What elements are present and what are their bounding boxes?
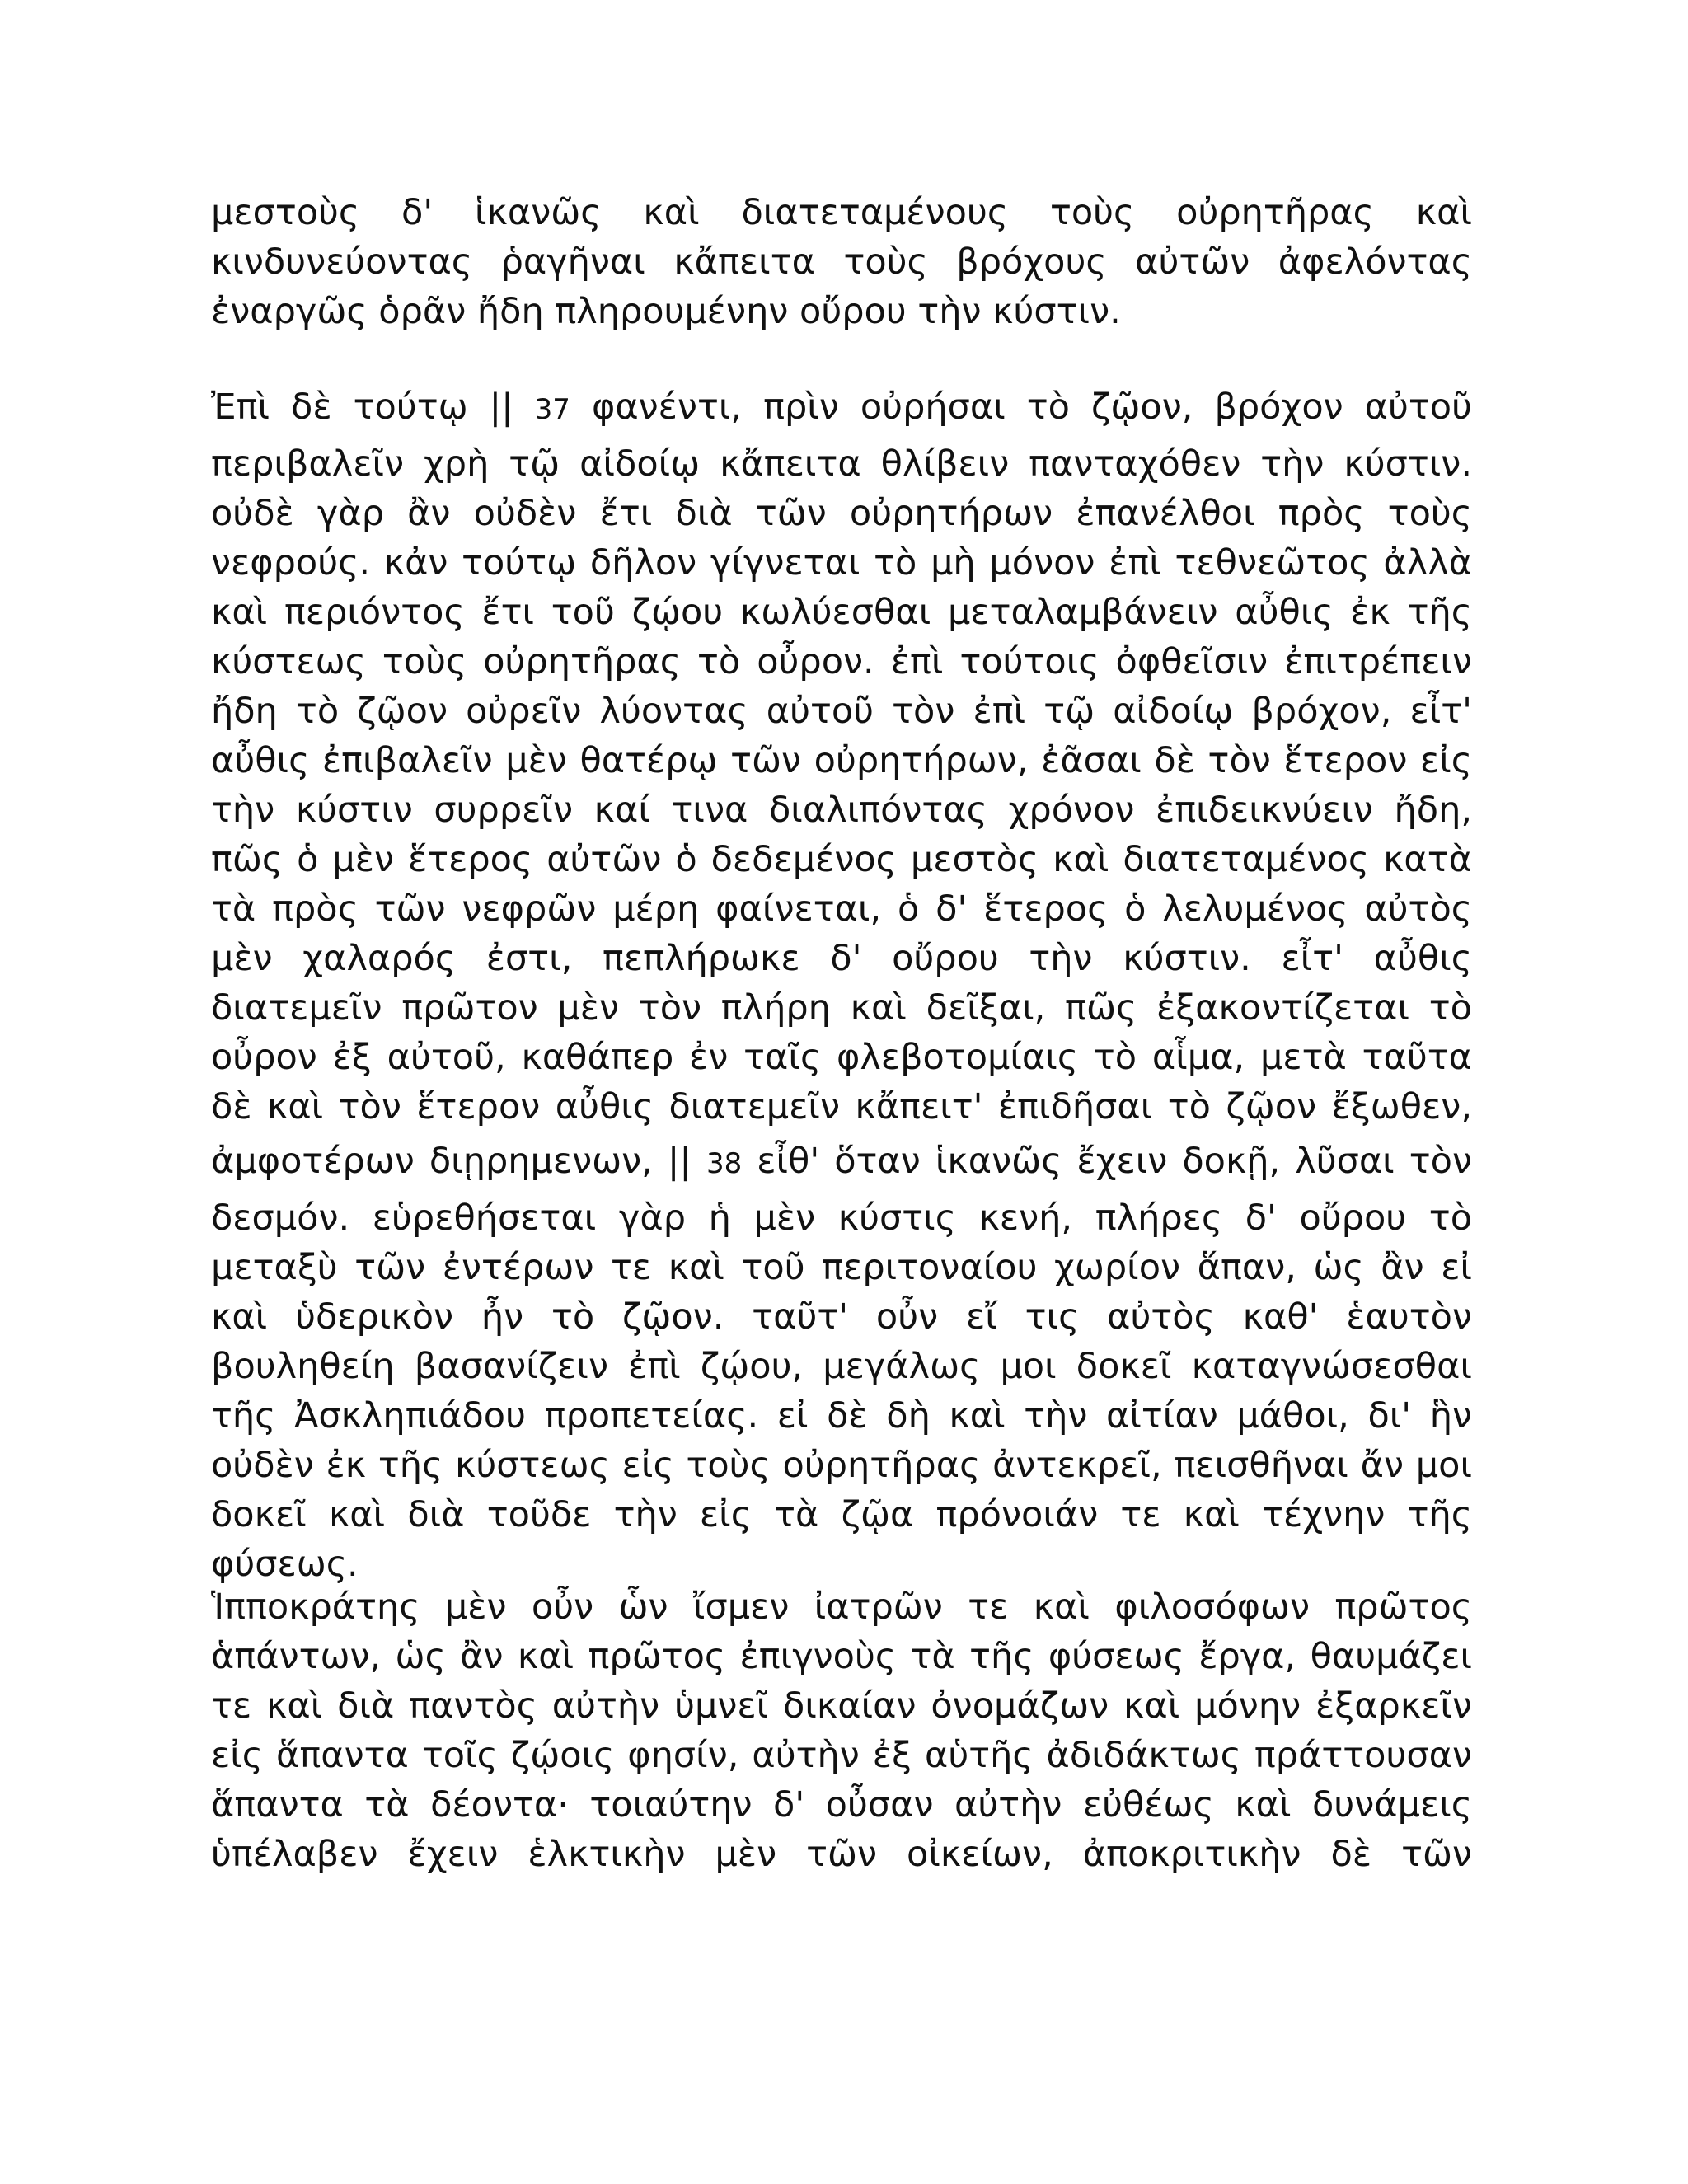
line-text: ἀμφοτέρων διῃρημενων, ||	[211, 1141, 706, 1182]
text-line: βουληθείη βασανίζειν ἐπὶ ζῴου, μεγάλως μοι δοκεῖ καταγνώσεσθαι	[211, 1346, 1472, 1387]
text-line: αὖθις ἐπιβαλεῖν μὲν θατέρῳ τῶν οὐρητήρων, ἐᾶσαι δὲ τὸν ἕτερον εἰς	[211, 740, 1472, 781]
text-line: δὲ καὶ τὸν ἕτερον αὖθις διατεμεῖν κἄπειτ' ἐπιδῆσαι τὸ ζῷον ἔξωθεν,	[211, 1086, 1472, 1127]
text-line: καὶ περιόντος ἔτι τοῦ ζῴου κωλύεσθαι μεταλαμβάνειν αὖθις ἐκ τῆς	[211, 592, 1472, 633]
text-line: οὐδὲ γὰρ ἂν οὐδὲν ἔτι διὰ τῶν οὐρητήρων ἐπανέλθοι πρὸς τοὺς	[211, 493, 1472, 534]
text-line: τὰ πρὸς τῶν νεφρῶν μέρη φαίνεται, ὁ δ' ἕτερος ὁ λελυμένος αὐτὸς	[211, 888, 1472, 930]
text-line: διατεμεῖν πρῶτον μὲν τὸν πλήρη καὶ δεῖξαι, πῶς ἐξακοντίζεται τὸ	[211, 987, 1472, 1029]
text-line-with-page-marker	[211, 1137, 1472, 1188]
text-line: οὐδὲν ἐκ τῆς κύστεως εἰς τοὺς οὐρητῆρας ἀντεκρεῖ, πεισθῆναι ἄν μοι	[211, 1445, 1472, 1486]
text-line: τε καὶ διὰ παντὸς αὐτὴν ὑμνεῖ δικαίαν ὀνομάζων καὶ μόνην ἐξαρκεῖν	[211, 1685, 1472, 1727]
text-line: μεταξὺ τῶν ἐντέρων τε καὶ τοῦ περιτοναίου χωρίον ἅπαν, ὡς ἂν εἰ	[211, 1247, 1472, 1288]
paragraph-2	[211, 377, 1472, 1589]
text-line: καὶ ὑδερικὸν ἦν τὸ ζῷον. ταῦτ' οὖν εἴ τις αὐτὸς καθ' ἑαυτὸν	[211, 1296, 1472, 1338]
line-text: εἶθ' ὅταν ἱκανῶς ἔχειν δοκῇ, λῦσαι τὸν	[742, 1141, 1472, 1182]
text-line: μὲν χαλαρός ἐστι, πεπλήρωκε δ' οὔρου τὴν κύστιν. εἶτ' αὖθις	[211, 938, 1472, 979]
line-text: Ἐπὶ δὲ τούτῳ ||	[211, 387, 535, 428]
text-line: κινδυνεύοντας ῥαγῆναι κἄπειτα τοὺς βρόχους αὐτῶν ἀφελόντας	[211, 241, 1472, 283]
text-line: ἤδη τὸ ζῷον οὐρεῖν λύοντας αὐτοῦ τὸν ἐπὶ τῷ αἰδοίῳ βρόχον, εἶτ'	[211, 691, 1472, 732]
text-line: ἐναργῶς ὁρᾶν ἤδη πληρουμένην οὔρου τὴν κύστιν.	[211, 291, 1121, 332]
text-line: τὴν κύστιν συρρεῖν καί τινα διαλιπόντας χρόνον ἐπιδεικνύειν ἤδη,	[211, 790, 1472, 831]
text-line: ἁπάντων, ὡς ἂν καὶ πρῶτος ἐπιγνοὺς τὰ τῆς φύσεως ἔργα, θαυμάζει	[211, 1636, 1472, 1677]
text-line: φύσεως.	[211, 1544, 359, 1585]
text-line: κύστεως τοὺς οὐρητῆρας τὸ οὖρον. ἐπὶ τούτοις ὀφθεῖσιν ἐπιτρέπειν	[211, 641, 1472, 682]
text-line: Ἱπποκράτης μὲν οὖν ὧν ἴσμεν ἰατρῶν τε καὶ φιλοσόφων πρῶτος	[211, 1586, 1472, 1628]
line-text: φανέντι, πρὶν οὐρήσαι τὸ ζῷον, βρόχον αὐτοῦ	[570, 387, 1472, 428]
text-line: μεστοὺς δ' ἱκανῶς καὶ διατεταμένους τοὺς οὐρητῆρας καὶ	[211, 192, 1472, 233]
text-line: εἰς ἅπαντα τοῖς ζῴοις φησίν, αὐτὴν ἐξ αὑτῆς ἀδιδάκτως πράττουσαν	[211, 1735, 1472, 1776]
paragraph-1	[211, 188, 1472, 336]
paragraph-3	[211, 1582, 1472, 1879]
text-line: περιβαλεῖν χρὴ τῷ αἰδοίῳ κἄπειτα θλίβειν πανταχόθεν τὴν κύστιν.	[211, 443, 1472, 485]
text-line-with-page-marker	[211, 382, 1472, 434]
text-line: νεφρούς. κἀν τούτῳ δῆλον γίγνεται τὸ μὴ μόνον ἐπὶ τεθνεῶτος ἀλλὰ	[211, 542, 1472, 583]
text-line: πῶς ὁ μὲν ἕτερος αὐτῶν ὁ δεδεμένος μεστὸς καὶ διατεταμένος κατὰ	[211, 839, 1472, 880]
page-number-marker: 38	[706, 1147, 743, 1180]
page-number-marker: 37	[534, 393, 570, 426]
text-line: ὑπέλαβεν ἔχειν ἑλκτικὴν μὲν τῶν οἰκείων, ἀποκριτικὴν δὲ τῶν	[211, 1834, 1472, 1875]
text-line: τῆς Ἀσκληπιάδου προπετείας. εἰ δὲ δὴ καὶ τὴν αἰτίαν μάθοι, δι' ἣν	[211, 1395, 1472, 1436]
text-line: οὖρον ἐξ αὐτοῦ, καθάπερ ἐν ταῖς φλεβοτομίαις τὸ αἷμα, μετὰ ταῦτα	[211, 1037, 1472, 1078]
text-line: δοκεῖ καὶ διὰ τοῦδε τὴν εἰς τὰ ζῷα πρόνοιάν τε καὶ τέχνην τῆς	[211, 1494, 1472, 1535]
text-line: δεσμόν. εὑρεθήσεται γὰρ ἡ μὲν κύστις κενή, πλήρες δ' οὔρου τὸ	[211, 1197, 1472, 1239]
text-line: ἅπαντα τὰ δέοντα· τοιαύτην δ' οὖσαν αὐτὴν εὐθέως καὶ δυνάμεις	[211, 1784, 1472, 1825]
